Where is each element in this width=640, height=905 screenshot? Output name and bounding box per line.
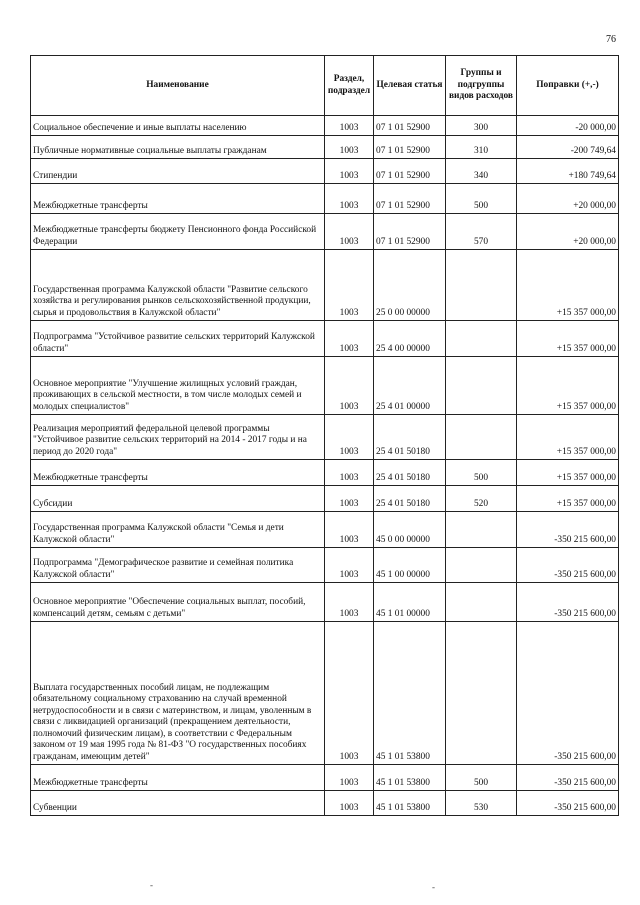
row-target: 25 4 01 50180 — [374, 415, 446, 460]
row-section: 1003 — [325, 486, 374, 512]
row-target: 25 4 01 50180 — [374, 460, 446, 486]
table-row — [31, 765, 619, 791]
row-group — [446, 415, 517, 460]
row-group — [446, 622, 517, 765]
row-name: Основное мероприятие "Обеспечение социальных выплат, пособий, компенсаций детям, семьям с детьми" — [31, 583, 325, 622]
row-amount: -350 215 600,00 — [517, 548, 619, 583]
row-group: 570 — [446, 214, 517, 250]
table-row — [31, 250, 619, 321]
row-group: 310 — [446, 136, 517, 159]
row-amount: -350 215 600,00 — [517, 512, 619, 548]
row-section: 1003 — [325, 184, 374, 214]
budget-amendments-table — [30, 55, 619, 816]
table-row — [31, 184, 619, 214]
row-amount: +15 357 000,00 — [517, 460, 619, 486]
row-section: 1003 — [325, 321, 374, 357]
row-section: 1003 — [325, 159, 374, 184]
header-group: Группы и подгруппы видов расходов — [446, 56, 517, 116]
row-target: 45 1 01 53800 — [374, 622, 446, 765]
row-name: Основное мероприятие "Улучшение жилищных условий граждан, проживающих в сельской местности, в том числе молодых семей и молодых специалистов" — [31, 357, 325, 415]
row-group — [446, 250, 517, 321]
row-name: Государственная программа Калужской области "Семья и дети Калужской области" — [31, 512, 325, 548]
row-section: 1003 — [325, 765, 374, 791]
row-section: 1003 — [325, 250, 374, 321]
row-name: Межбюджетные трансферты — [31, 765, 325, 791]
row-target: 07 1 01 52900 — [374, 214, 446, 250]
row-name: Выплата государственных пособий лицам, не подлежащим обязательному социальному страхованию на случай временной нетрудоспособности и в связи с материнством, и лицам, уволенным в связи с ликвидацией организаций (прекращением деятельности, полномочий физическим лицам), в соответствии с Федеральным законом от 19 мая 1995 года № 81-ФЗ "О государственных пособиях гражданам, имеющим детей" — [31, 622, 325, 765]
table-row — [31, 548, 619, 583]
page-number: 76 — [606, 34, 616, 45]
row-group: 500 — [446, 765, 517, 791]
row-target: 07 1 01 52900 — [374, 136, 446, 159]
row-name: Субсидии — [31, 486, 325, 512]
header-target: Целевая статья — [374, 56, 446, 116]
row-amount: +20 000,00 — [517, 214, 619, 250]
row-name: Реализация мероприятий федеральной целевой программы "Устойчивое развитие сельских территорий на 2014 - 2017 годы и на период до 2020 года" — [31, 415, 325, 460]
row-name: Государственная программа Калужской области "Развитие сельского хозяйства и регулирования рынков сельскохозяйственной продукции, сырья и продовольствия в Калужской области" — [31, 250, 325, 321]
table-row — [31, 460, 619, 486]
header-name: Наименование — [31, 56, 325, 116]
row-target: 25 4 01 50180 — [374, 486, 446, 512]
row-section: 1003 — [325, 460, 374, 486]
table-row — [31, 415, 619, 460]
table-header-row — [31, 56, 619, 116]
row-group — [446, 357, 517, 415]
table-row — [31, 512, 619, 548]
row-target: 25 4 00 00000 — [374, 321, 446, 357]
row-amount: -350 215 600,00 — [517, 791, 619, 816]
row-group: 530 — [446, 791, 517, 816]
row-name: Стипендии — [31, 159, 325, 184]
row-section: 1003 — [325, 791, 374, 816]
table-row — [31, 136, 619, 159]
row-section: 1003 — [325, 415, 374, 460]
row-target: 45 1 01 00000 — [374, 583, 446, 622]
table-row — [31, 214, 619, 250]
table-row — [31, 159, 619, 184]
row-amount: +15 357 000,00 — [517, 486, 619, 512]
row-section: 1003 — [325, 548, 374, 583]
row-amount: -350 215 600,00 — [517, 765, 619, 791]
row-amount: +15 357 000,00 — [517, 321, 619, 357]
row-group: 500 — [446, 184, 517, 214]
row-amount: +20 000,00 — [517, 184, 619, 214]
row-group: 300 — [446, 116, 517, 136]
row-section: 1003 — [325, 357, 374, 415]
row-target: 07 1 01 52900 — [374, 184, 446, 214]
row-amount: -200 749,64 — [517, 136, 619, 159]
row-group: 340 — [446, 159, 517, 184]
row-group — [446, 583, 517, 622]
row-name: Межбюджетные трансферты бюджету Пенсионного фонда Российской Федерации — [31, 214, 325, 250]
row-group — [446, 512, 517, 548]
row-name: Межбюджетные трансферты — [31, 184, 325, 214]
row-amount: +15 357 000,00 — [517, 357, 619, 415]
scan-mark: - — [150, 880, 153, 890]
row-section: 1003 — [325, 583, 374, 622]
row-target: 07 1 01 52900 — [374, 159, 446, 184]
table-row — [31, 486, 619, 512]
row-name: Публичные нормативные социальные выплаты гражданам — [31, 136, 325, 159]
row-target: 45 1 01 53800 — [374, 765, 446, 791]
header-section: Раздел, подраздел — [325, 56, 374, 116]
row-target: 45 0 00 00000 — [374, 512, 446, 548]
row-target: 45 1 00 00000 — [374, 548, 446, 583]
row-name: Социальное обеспечение и иные выплаты населению — [31, 116, 325, 136]
row-amount: -350 215 600,00 — [517, 622, 619, 765]
row-amount: +180 749,64 — [517, 159, 619, 184]
row-section: 1003 — [325, 136, 374, 159]
row-amount: +15 357 000,00 — [517, 250, 619, 321]
row-section: 1003 — [325, 116, 374, 136]
table-row — [31, 321, 619, 357]
row-target: 25 4 01 00000 — [374, 357, 446, 415]
row-section: 1003 — [325, 512, 374, 548]
row-group: 520 — [446, 486, 517, 512]
row-section: 1003 — [325, 214, 374, 250]
row-amount: -350 215 600,00 — [517, 583, 619, 622]
row-amount: -20 000,00 — [517, 116, 619, 136]
row-group — [446, 548, 517, 583]
header-amount: Поправки (+,-) — [517, 56, 619, 116]
row-amount: +15 357 000,00 — [517, 415, 619, 460]
row-section: 1003 — [325, 622, 374, 765]
row-name: Подпрограмма "Демографическое развитие и семейная политика Калужской области" — [31, 548, 325, 583]
table-row — [31, 622, 619, 765]
row-name: Межбюджетные трансферты — [31, 460, 325, 486]
row-target: 07 1 01 52900 — [374, 116, 446, 136]
table-row — [31, 791, 619, 816]
scan-mark: - — [432, 882, 435, 892]
row-name: Субвенции — [31, 791, 325, 816]
row-group: 500 — [446, 460, 517, 486]
table-row — [31, 583, 619, 622]
row-target: 45 1 01 53800 — [374, 791, 446, 816]
row-group — [446, 321, 517, 357]
table-row — [31, 357, 619, 415]
row-target: 25 0 00 00000 — [374, 250, 446, 321]
row-name: Подпрограмма "Устойчивое развитие сельских территорий Калужской области" — [31, 321, 325, 357]
table-row — [31, 116, 619, 136]
